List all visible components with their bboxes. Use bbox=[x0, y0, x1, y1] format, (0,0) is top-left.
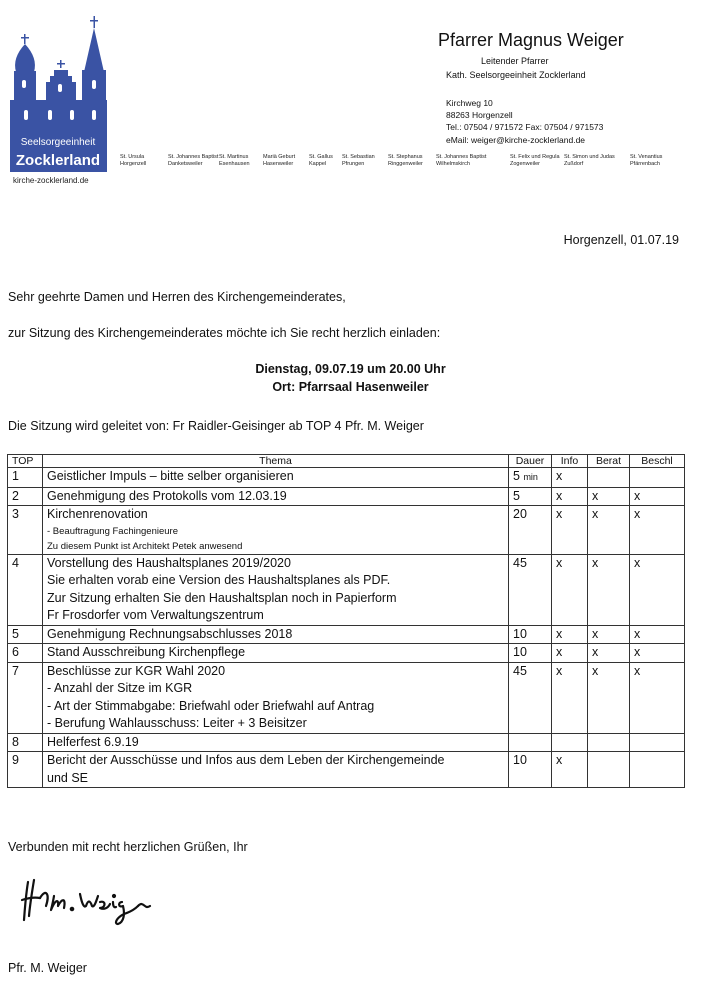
parish-name: St. Venantius bbox=[630, 154, 663, 160]
agenda-row bbox=[8, 487, 685, 506]
parish-name: St. Simon und Judas bbox=[564, 154, 615, 160]
header-theme: Thema bbox=[43, 455, 509, 468]
agenda-decision-mark: x bbox=[630, 487, 685, 506]
agenda-top-number: 8 bbox=[8, 733, 43, 752]
agenda-theme bbox=[43, 468, 509, 488]
agenda-theme-line: Sie erhalten vorab eine Version des Haushaltsplanes als PDF. bbox=[47, 573, 391, 587]
parish-name: St. Stephanus bbox=[388, 154, 423, 160]
parish-item bbox=[510, 154, 560, 167]
agenda-duration-value: 5 bbox=[513, 469, 520, 483]
agenda-duration bbox=[509, 644, 552, 663]
agenda-row bbox=[8, 506, 685, 555]
parish-list bbox=[120, 154, 695, 170]
header-info: Info bbox=[552, 455, 588, 468]
agenda-theme-line: Vorstellung des Haushaltsplanes 2019/2020 bbox=[47, 555, 291, 570]
agenda-duration-value: 45 bbox=[513, 555, 527, 570]
parish-item bbox=[630, 154, 662, 167]
agenda-theme-note: Zu diesem Punkt ist Architekt Petek anwesend bbox=[47, 540, 243, 552]
agenda-theme-line: Stand Ausschreibung Kirchenpflege bbox=[47, 645, 246, 659]
signature-icon bbox=[20, 876, 160, 928]
agenda-decision-mark: x bbox=[630, 644, 685, 663]
agenda-duration-unit: min bbox=[523, 472, 538, 482]
header-duration: Dauer bbox=[509, 455, 552, 468]
closing-text: Verbunden mit recht herzlichen Grüßen, Ihr bbox=[8, 840, 248, 854]
agenda-advice-mark: x bbox=[588, 506, 630, 555]
agenda-theme-line: Helferfest 6.9.19 bbox=[47, 734, 139, 749]
agenda-info-mark: x bbox=[552, 662, 588, 733]
agenda-info-mark: x bbox=[552, 468, 588, 488]
agenda-info-mark: x bbox=[552, 487, 588, 506]
signature bbox=[20, 876, 160, 928]
invitation-text: zur Sitzung des Kirchengemeinderates möchte ich Sie recht herzlich einladen: bbox=[8, 326, 441, 340]
agenda-row bbox=[8, 625, 685, 644]
agenda-duration-value: 10 bbox=[513, 626, 527, 641]
agenda-decision-mark: x bbox=[630, 506, 685, 555]
agenda-advice-mark: x bbox=[588, 644, 630, 663]
agenda-duration bbox=[509, 662, 552, 733]
parish-name: St. Ursula bbox=[120, 154, 145, 160]
parish-location: Zußdorf bbox=[564, 160, 584, 167]
agenda-row bbox=[8, 644, 685, 663]
parish-logo bbox=[8, 14, 112, 174]
agenda-info-mark: x bbox=[552, 752, 588, 788]
address-email: eMail: weiger@kirche-zocklerland.de bbox=[446, 135, 586, 145]
agenda-duration bbox=[509, 554, 552, 625]
agenda-duration bbox=[509, 752, 552, 788]
agenda-theme-line: - Anzahl der Sitze im KGR bbox=[47, 681, 193, 695]
agenda-decision-mark bbox=[630, 468, 685, 488]
parish-name: St. Johannes Baptist bbox=[168, 154, 219, 160]
parish-name: St. Felix und Regula bbox=[510, 154, 560, 160]
agenda-theme-line: Kirchenrenovation bbox=[47, 507, 148, 521]
agenda-theme-line: Beschlüsse zur KGR Wahl 2020 bbox=[47, 663, 226, 678]
agenda-info-mark: x bbox=[552, 644, 588, 663]
agenda-advice-mark: x bbox=[588, 625, 630, 644]
letter-date: Horgenzell, 01.07.19 bbox=[563, 233, 679, 247]
salutation: Sehr geehrte Damen und Herren des Kirchengemeinderates, bbox=[8, 290, 346, 304]
agenda-advice-mark bbox=[588, 733, 630, 752]
agenda-advice-mark: x bbox=[588, 662, 630, 733]
agenda-info-mark bbox=[552, 733, 588, 752]
address-city: 88263 Horgenzell bbox=[446, 110, 513, 120]
agenda-duration-value: 10 bbox=[513, 645, 527, 659]
address-street: Kirchweg 10 bbox=[446, 98, 493, 108]
agenda-top-number: 6 bbox=[8, 644, 43, 663]
meeting-place: Ort: Pfarrsaal Hasenweiler bbox=[272, 380, 429, 394]
agenda-theme-line: Zur Sitzung erhalten Sie den Haushaltsplan noch in Papierform bbox=[47, 590, 397, 605]
agenda-theme bbox=[43, 487, 509, 506]
header-advice: Berat bbox=[588, 455, 630, 468]
agenda-duration bbox=[509, 487, 552, 506]
parish-location: Horgenzell bbox=[120, 160, 147, 167]
agenda-row bbox=[8, 733, 685, 752]
agenda-theme-line: - Art der Stimmabgabe: Briefwahl oder Briefwahl auf Antrag bbox=[47, 698, 375, 713]
parish-location: Esenhausen bbox=[219, 160, 250, 167]
agenda-row bbox=[8, 662, 685, 733]
parish-location: Pfrungen bbox=[342, 160, 365, 167]
logo-line1: Seelsorgeeinheit bbox=[20, 137, 96, 148]
agenda-theme-line: - Berufung Wahlausschuss: Leiter + 3 Beisitzer bbox=[47, 716, 307, 730]
chair-text: Die Sitzung wird geleitet von: Fr Raidler-Geisinger ab TOP 4 Pfr. M. Weiger bbox=[8, 419, 424, 433]
address-phone: Tel.: 07504 / 971572 Fax: 07504 / 971573 bbox=[446, 122, 604, 132]
agenda-decision-mark bbox=[630, 752, 685, 788]
agenda-theme-note: - Beauftragung Fachingenieure bbox=[47, 525, 178, 537]
agenda-decision-mark: x bbox=[630, 625, 685, 644]
parish-location: Danketsweiler bbox=[168, 160, 203, 167]
pastor-role: Leitender Pfarrer bbox=[481, 56, 549, 66]
agenda-duration bbox=[509, 625, 552, 644]
parish-item bbox=[436, 154, 486, 167]
agenda-duration bbox=[509, 468, 552, 488]
agenda-row bbox=[8, 554, 685, 625]
agenda-info-mark: x bbox=[552, 554, 588, 625]
parish-location: Kappel bbox=[309, 160, 327, 167]
parish-item bbox=[388, 154, 423, 167]
parish-location: Wilhelmskirch bbox=[436, 160, 470, 167]
agenda-advice-mark: x bbox=[588, 554, 630, 625]
agenda-info-mark: x bbox=[552, 625, 588, 644]
parish-item bbox=[564, 154, 615, 167]
agenda-row bbox=[8, 468, 685, 488]
agenda-duration-value: 20 bbox=[513, 507, 527, 521]
signer-name: Pfr. M. Weiger bbox=[8, 961, 87, 975]
agenda-theme bbox=[43, 662, 509, 733]
agenda-top-number: 9 bbox=[8, 752, 43, 788]
agenda-top-number: 4 bbox=[8, 554, 43, 625]
agenda-advice-mark bbox=[588, 468, 630, 488]
parish-name: Mariä Geburt bbox=[263, 154, 296, 160]
church-logo-icon bbox=[8, 14, 112, 174]
agenda-decision-mark bbox=[630, 733, 685, 752]
agenda-decision-mark: x bbox=[630, 554, 685, 625]
agenda-theme-line: Fr Frosdorfer vom Verwaltungszentrum bbox=[47, 608, 264, 622]
parish-name: St. Johannes Baptist bbox=[436, 154, 487, 160]
pastor-name: Pfarrer Magnus Weiger bbox=[438, 30, 624, 50]
parish-name: St. Sebastian bbox=[342, 154, 375, 160]
agenda-info-mark: x bbox=[552, 506, 588, 555]
agenda-theme bbox=[43, 506, 509, 555]
agenda-top-number: 3 bbox=[8, 506, 43, 555]
parish-item bbox=[263, 154, 295, 167]
unit-name: Kath. Seelsorgeeinheit Zocklerland bbox=[446, 70, 586, 80]
agenda-duration bbox=[509, 733, 552, 752]
agenda-theme-line: Genehmigung des Protokolls vom 12.03.19 bbox=[47, 488, 287, 503]
agenda-top-number: 5 bbox=[8, 625, 43, 644]
agenda-theme-line: Geistlicher Impuls – bitte selber organisieren bbox=[47, 469, 294, 483]
meeting-date: Dienstag, 09.07.19 um 20.00 Uhr bbox=[255, 362, 446, 376]
agenda-duration-value: 45 bbox=[513, 663, 527, 678]
header-decision: Beschl bbox=[630, 455, 685, 468]
logo-line2: Zocklerland bbox=[15, 152, 101, 169]
agenda-duration bbox=[509, 506, 552, 555]
agenda-theme bbox=[43, 644, 509, 663]
agenda-theme-line: Genehmigung Rechnungsabschlusses 2018 bbox=[47, 626, 293, 641]
agenda-table bbox=[7, 454, 685, 788]
agenda-top-number: 2 bbox=[8, 487, 43, 506]
parish-item bbox=[168, 154, 218, 167]
parish-item bbox=[342, 154, 375, 167]
parish-name: St. Gallus bbox=[309, 154, 333, 160]
agenda-decision-mark: x bbox=[630, 662, 685, 733]
agenda-advice-mark bbox=[588, 752, 630, 788]
parish-name: St. Martinus bbox=[219, 154, 249, 160]
parish-location: Ringgenweiler bbox=[388, 160, 423, 167]
agenda-theme-line: Bericht der Ausschüsse und Infos aus dem Leben der Kirchengemeinde bbox=[47, 753, 445, 767]
parish-item bbox=[120, 154, 146, 167]
parish-item bbox=[309, 154, 333, 167]
agenda-top-number: 7 bbox=[8, 662, 43, 733]
agenda-theme bbox=[43, 554, 509, 625]
agenda-duration-value: 10 bbox=[513, 753, 527, 767]
agenda-header-row bbox=[8, 455, 685, 468]
agenda-advice-mark: x bbox=[588, 487, 630, 506]
agenda-theme bbox=[43, 752, 509, 788]
agenda-theme bbox=[43, 733, 509, 752]
site-url: kirche-zocklerland.de bbox=[13, 176, 89, 185]
agenda-top-number: 1 bbox=[8, 468, 43, 488]
header-top: TOP bbox=[8, 455, 43, 468]
parish-location: Pfärrenbach bbox=[630, 160, 660, 167]
agenda-theme-line: und SE bbox=[47, 770, 89, 785]
parish-item bbox=[219, 154, 250, 167]
agenda-row bbox=[8, 752, 685, 788]
agenda-theme bbox=[43, 625, 509, 644]
parish-location: Zogenweiler bbox=[510, 160, 540, 167]
agenda-duration-value: 5 bbox=[513, 488, 520, 503]
parish-location: Hasenweiler bbox=[263, 160, 294, 167]
